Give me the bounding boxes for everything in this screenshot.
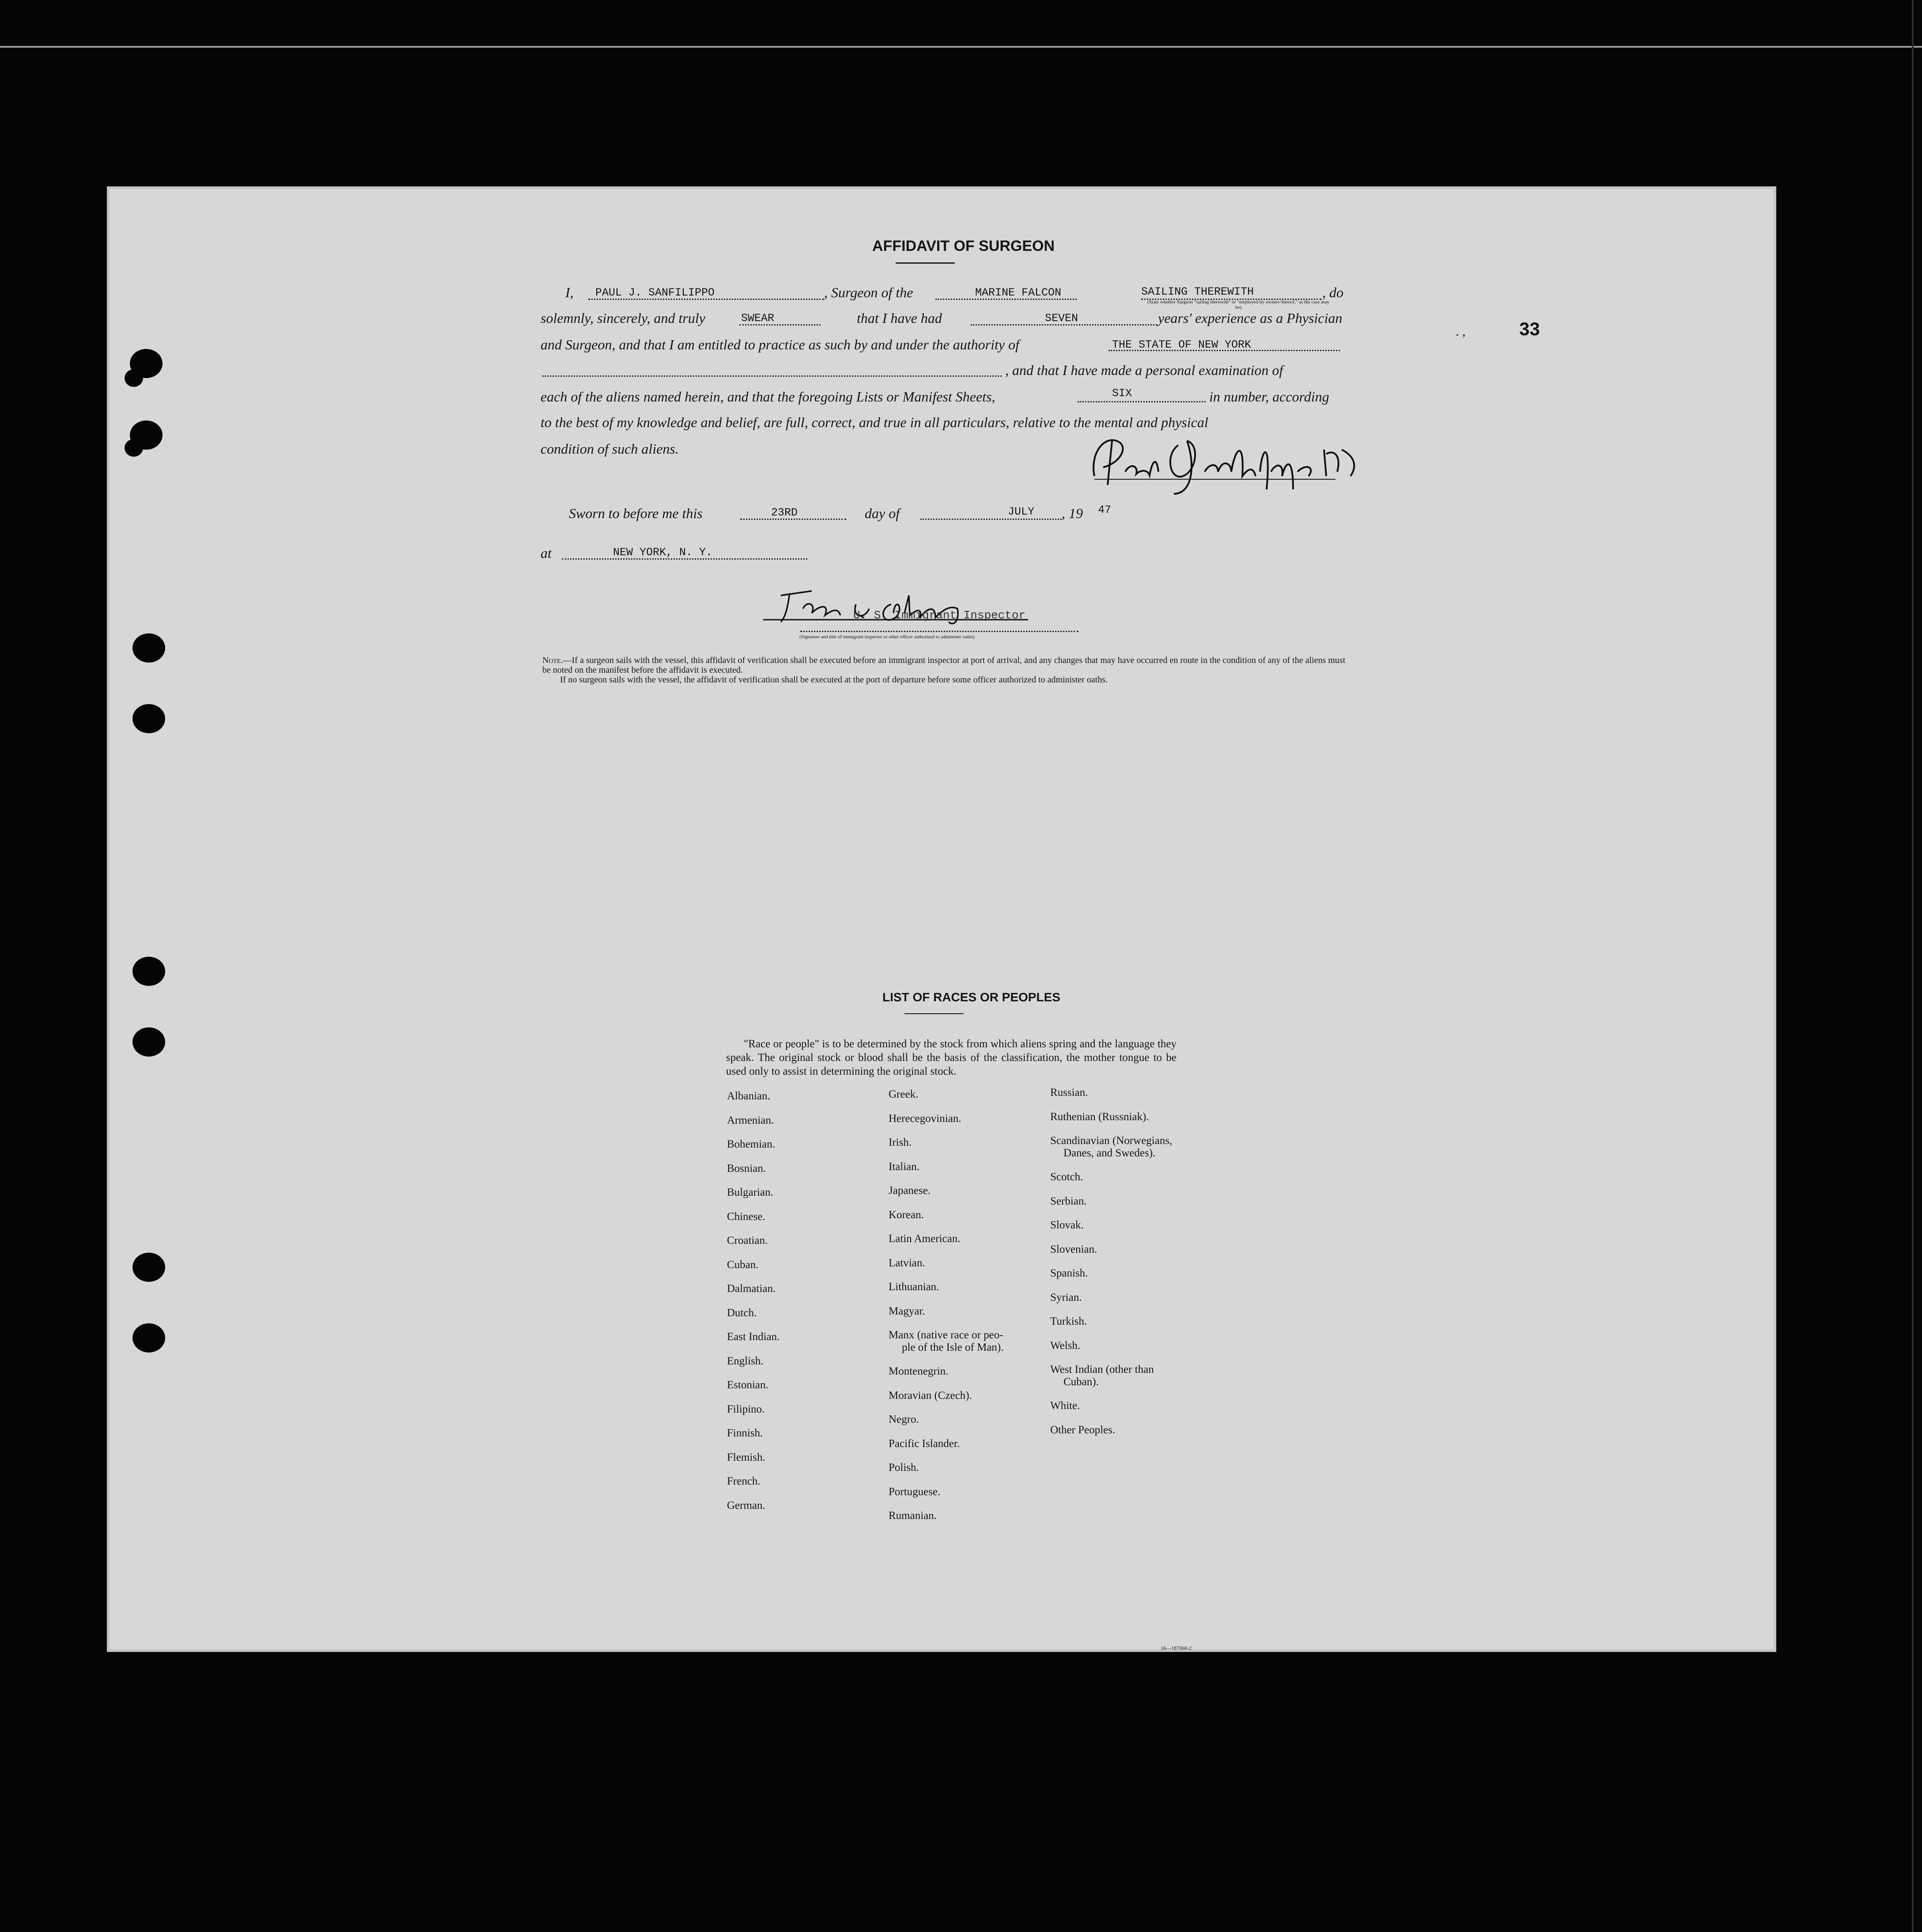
races-title: LIST OF RACES OR PEOPLES (882, 990, 1060, 1004)
race-entry: Ruthenian (Russniak). (1050, 1110, 1149, 1123)
race-entry: Bosnian. (727, 1162, 766, 1174)
race-entry: ple of the Isle of Man). (902, 1341, 1004, 1353)
race-entry: Latvian. (889, 1257, 925, 1269)
race-entry: Welsh. (1050, 1339, 1081, 1352)
race-entry: Chinese. (727, 1210, 765, 1223)
race-entry: White. (1050, 1400, 1080, 1412)
race-entry: Japanese. (889, 1185, 931, 1197)
race-entry: Rumanian. (889, 1510, 937, 1522)
note-text-2: If no surgeon sails with the vessel, the affidavit of verification shall be executed at the port of departure before some officer authorized to administer oaths. (560, 675, 1108, 685)
line2-prefix: solemnly, sincerely, and truly (541, 310, 705, 326)
oath-word: SWEAR (741, 312, 775, 325)
race-entry: Dalmatian. (727, 1283, 776, 1295)
line2-suffix: years' experience as a Physician (1158, 310, 1343, 326)
punch-hole (132, 704, 165, 733)
sworn-month-line (920, 519, 1062, 520)
race-entry: Herecegovinian. (889, 1112, 961, 1125)
race-entry: Lithuanian. (889, 1281, 939, 1293)
place-prefix: at (541, 545, 552, 561)
race-entry: German. (727, 1499, 765, 1512)
punch-hole (132, 957, 165, 986)
line7: condition of such aliens. (541, 441, 679, 457)
race-entry: Scotch. (1050, 1171, 1083, 1183)
race-entry: West Indian (other than (1050, 1364, 1154, 1375)
surgeon-status: SAILING THEREWITH (1141, 285, 1254, 298)
race-entry: Albanian. (727, 1090, 770, 1102)
race-entry: French. (727, 1475, 760, 1487)
surgeon-name: PAUL J. SANFILIPPO (595, 286, 715, 299)
document-page (107, 186, 1776, 1652)
race-entry: Estonian. (727, 1379, 768, 1391)
sworn-day-line (740, 519, 846, 520)
race-entry: Russian. (1050, 1087, 1088, 1099)
race-entry: Korean. (889, 1208, 924, 1221)
place-location: NEW YORK, N. Y. (613, 546, 713, 559)
race-entry: Irish. (889, 1136, 912, 1148)
sworn-prefix: Sworn to before me this (569, 505, 703, 521)
race-entry: Cuban. (727, 1258, 759, 1271)
race-entry: Syrian. (1050, 1291, 1082, 1303)
punch-hole (132, 1027, 165, 1057)
race-entry: Turkish. (1050, 1315, 1087, 1327)
line1-mid: , Surgeon of the (824, 284, 913, 300)
race-entry: East Indian. (727, 1331, 780, 1343)
sworn-mid: day of (865, 505, 900, 521)
licensing-authority: THE STATE OF NEW YORK (1112, 338, 1252, 351)
line1-suffix: , do (1322, 284, 1343, 300)
race-entry: Manx (native race or peo- (889, 1329, 1003, 1341)
years-experience: SEVEN (1045, 312, 1078, 325)
punch-hole (125, 439, 143, 457)
line5-prefix: each of the aliens named herein, and that the foregoing Lists or Manifest Sheets, (541, 389, 995, 405)
vessel-name: MARINE FALCON (975, 286, 1062, 299)
race-entry: Scandinavian (Norwegians, (1050, 1135, 1173, 1147)
officer-line (800, 631, 1078, 632)
race-entry: Finnish. (727, 1427, 763, 1439)
status-note: (State whether Surgeon "sailing therewith" or "employed by owners thereof," as the case may be) (1147, 299, 1329, 310)
page-number: 33 (1519, 318, 1540, 339)
line1-prefix: I, (565, 284, 574, 300)
affidavit-title: AFFIDAVIT OF SURGEON (872, 238, 1055, 254)
race-entry: Armenian. (727, 1114, 774, 1126)
race-entry: Filipino. (727, 1403, 765, 1415)
race-entry: Pacific Islander. (889, 1437, 960, 1450)
race-entry: Slovenian. (1050, 1243, 1097, 1255)
race-entry: Flemish. (727, 1451, 765, 1463)
sheets-line (1078, 401, 1206, 402)
race-entry: Bohemian. (727, 1138, 776, 1150)
place-line (562, 558, 807, 560)
race-entry: Slovak. (1050, 1219, 1084, 1231)
surgeon-signature (1086, 428, 1368, 498)
race-entry: Bulgarian. (727, 1186, 773, 1198)
race-entry: Serbian. (1050, 1195, 1087, 1207)
punch-hole (132, 633, 165, 663)
line4-suffix: , and that I have made a personal examination of (1005, 362, 1283, 378)
race-entry: Magyar. (889, 1305, 925, 1317)
affidavit-note (542, 655, 1355, 685)
race-entry: Italian. (889, 1160, 920, 1173)
oath-line (739, 324, 821, 326)
race-entry: Other Peoples. (1050, 1424, 1116, 1436)
race-entry: Montenegrin. (889, 1365, 949, 1377)
line3-prefix: and Surgeon, and that I am entitled to practice as such by and under the authority of (541, 337, 1019, 352)
officer-caption: (Signature and title of immigrant inspector or other officer authorized to administer oaths) (799, 634, 975, 640)
race-entry: Latin American. (889, 1233, 961, 1245)
vessel-line (935, 299, 1077, 300)
line5-suffix: in number, according (1209, 389, 1329, 405)
race-entry: Dutch. (727, 1307, 757, 1319)
race-entry: Cuban). (1063, 1375, 1099, 1388)
officer-title: U. S. Immigrant Inspector (853, 609, 1026, 622)
punch-hole (132, 1323, 165, 1352)
race-entry: English. (727, 1355, 764, 1367)
page-marks: . , (1456, 324, 1466, 339)
race-entry: Negro. (889, 1413, 919, 1425)
form-number: 16—187060-2 (1161, 1645, 1192, 1651)
manifest-sheet-count: SIX (1112, 387, 1132, 400)
title-underline (896, 262, 955, 264)
race-entry: Danes, and Swedes). (1063, 1147, 1156, 1159)
sworn-year: 47 (1098, 504, 1112, 516)
sworn-day: 23RD (771, 506, 798, 519)
race-entry: Greek. (889, 1088, 919, 1100)
line2-mid: that I have had (857, 310, 942, 326)
race-entry: Portuguese. (889, 1485, 941, 1498)
race-entry: Croatian. (727, 1235, 768, 1246)
note-text-1: —If a surgeon sails with the vessel, this affidavit of verification shall be executed before an immigrant inspector at port of arrival, and any changes that may have occurred en route in the condition of any of the aliens must be noted on the manifest before the affidavit is executed. (542, 655, 1346, 675)
sworn-year-prefix: , 19 (1062, 505, 1083, 521)
punch-hole (132, 1253, 165, 1282)
race-entry: Polish. (889, 1462, 919, 1474)
line6: to the best of my knowledge and belief, are full, correct, and true in all particulars, relative to the mental and physical (541, 414, 1208, 430)
punch-hole (125, 369, 143, 387)
race-entry: Spanish. (1050, 1267, 1088, 1279)
note-label: Note. (542, 655, 563, 665)
authority-line (1109, 350, 1340, 351)
surgeon-name-line (588, 299, 824, 300)
scan-right-line (1912, 0, 1914, 1932)
race-entry: Moravian (Czech). (889, 1389, 972, 1402)
scan-top-line (0, 46, 1922, 48)
surgeon-signature-line (1094, 479, 1336, 480)
authority-line-2 (542, 375, 1002, 377)
races-intro: "Race or people" is to be determined by the stock from which aliens spring and the language they speak. The original stock or blood shall be the basis of the classification, the mother tongue to be used only to assist in determining the original stock. (726, 1038, 1177, 1077)
years-line (971, 324, 1157, 326)
races-title-underline (904, 1013, 964, 1014)
sworn-month: JULY (1008, 505, 1035, 518)
